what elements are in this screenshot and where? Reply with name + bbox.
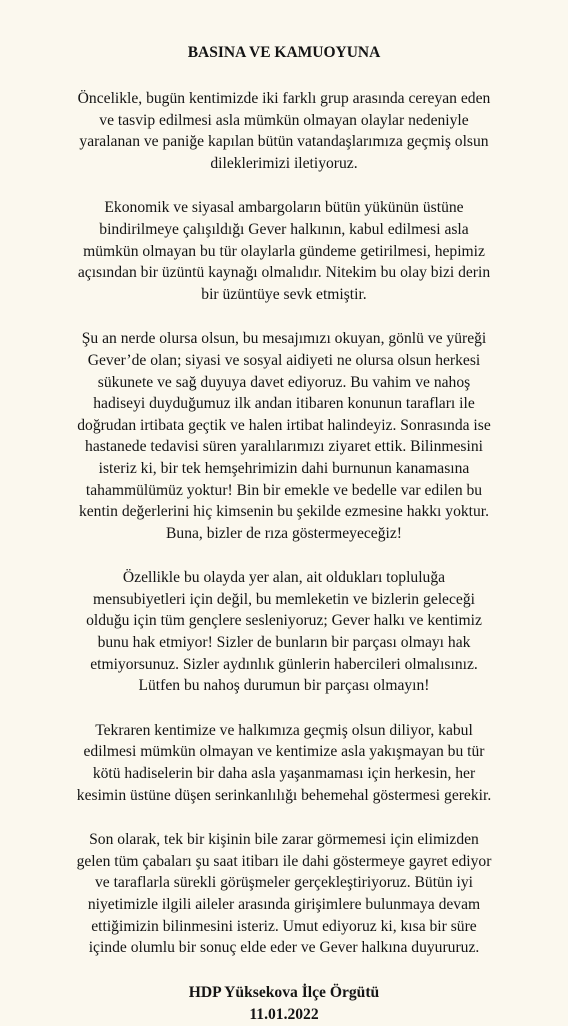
paragraph-line: Gever’de olan; siyasi ve sosyal aidiyeti ne olursa olsun herkesi	[87, 351, 481, 369]
paragraph-line: Buna, bizler de rıza göstermeyeceğiz!	[166, 524, 402, 542]
paragraph-line: ettiğimizin bilinmesini isteriz. Umut ediyoruz ki, kısa bir süre	[91, 917, 477, 935]
paragraph-3	[30, 328, 538, 544]
paragraph-line: isteriz ki, bir tek hemşehrimizin dahi burnunun kanamasına	[98, 459, 470, 477]
paragraph-line: etmiyorsunuz. Sizler aydınlık günlerin habercileri olmalısınız.	[90, 655, 478, 673]
paragraph-line: tahammülümüz yoktur! Bin bir emekle ve bedelle var edilen bu	[85, 481, 483, 499]
paragraph-line: mümkün olmayan bu tür olaylarla gündeme getirilmesi, hepimiz	[83, 242, 485, 260]
paragraph-1	[30, 88, 538, 174]
paragraph-line: Ekonomik ve siyasal ambargoların bütün yükünün üstüne	[104, 199, 464, 217]
paragraph-line: Son olarak, tek bir kişinin bile zarar görmemesi için elimizden	[89, 831, 479, 849]
paragraph-line: Öncelikle, bugün kentimizde iki farklı grup arasında cereyan eden	[77, 90, 491, 107]
paragraph-line: niyetimizle ilgili aileler arasında girişimlere bulunmaya devam	[87, 896, 481, 913]
paragraph-line: Şu an nerde olursa olsun, bu mesajımızı okuyan, gönlü ve yüreği	[81, 330, 487, 348]
paragraph-line: Özellikle bu olayda yer alan, ait oldukları topluluğa	[122, 569, 446, 587]
paragraph-line: ve tasvip edilmesi asla mümkün olmayan olaylar nedeniyle	[99, 111, 469, 129]
paragraph-line: bindirilmeye çalışıldığı Gever halkının, kabul edilmesi asla	[99, 220, 469, 238]
paragraph-2	[30, 197, 538, 305]
paragraph-line: ve taraflarla sürekli görüşmeler gerçekleştiriyoruz. Bütün iyi	[94, 874, 473, 892]
paragraph-5	[30, 720, 538, 806]
paragraph-line: hadiseyi duyduğumuz ilk andan itibaren konunun tarafları ile	[93, 395, 475, 413]
paragraph-line: Tekraren kentimize ve halkımıza geçmiş olsun diliyor, kabul	[95, 721, 473, 739]
paragraph-line: Lütfen bu nahoş durumun bir parçası olmayın!	[138, 677, 430, 695]
signature-block	[30, 982, 538, 1026]
paragraph-line: sükunete ve sağ duyuya davet ediyoruz. Bu vahim ve nahoş	[97, 373, 471, 391]
paragraph-line: yaralanan ve paniğe kapılan bütün vatandaşlarımıza geçmiş olsun	[79, 133, 489, 151]
signature-date: 11.01.2022	[249, 1005, 319, 1023]
paragraph-line: kentin değerlerini hiç kimsenin bu şekilde ezmesine hakkı yoktur.	[78, 503, 490, 521]
paragraph-6	[30, 829, 538, 959]
paragraph-line: açısından bir üzüntü kaynağı olmalıdır. Nitekim bu olay bizi derin	[77, 264, 491, 282]
paragraph-line: kötü hadiselerin bir daha asla yaşanmaması için herkesin, her	[92, 765, 476, 783]
paragraph-line: kesimin üstüne düşen serinkanlılığı behemehal göstermesi gerekir.	[76, 786, 492, 804]
paragraph-line: olduğu için tüm gençlere sesleniyoruz; Gever halkı ve kentimiz	[86, 612, 482, 630]
paragraph-line: mensubiyetleri için değil, bu memleketin ve bizlerin geleceği	[93, 590, 475, 608]
document-title: BASINA VE KAMUOYUNA	[187, 44, 381, 61]
paragraph-line: içinde olumlu bir sonuç elde eder ve Gever halkına duyururuz.	[88, 939, 480, 957]
paragraph-line: doğrudan irtibata geçtik ve halen irtibat halindeyiz. Sonrasında ise	[77, 416, 491, 434]
signature-organization: HDP Yüksekova İlçe Örgütü	[188, 983, 380, 1001]
paragraph-line: gelen tüm çabaları şu saat itibarı ile dahi göstermeye gayret ediyor	[76, 852, 492, 870]
paragraph-line: bir üzüntüye sevk etmiştir.	[201, 285, 367, 303]
paragraph-line: hastanede tedavisi süren yaralılarımızı ziyaret ettik. Bilinmesini	[85, 438, 483, 456]
paragraph-line: dileklerimizi iletiyoruz.	[210, 154, 358, 172]
paragraph-line: edilmesi mümkün olmayan ve kentimize asla yakışmayan bu tür	[83, 743, 485, 761]
paragraph-line: bunu hak etmiyor! Sizler de bunların bir parçası olmayı hak	[97, 634, 471, 652]
paragraph-4	[30, 567, 538, 697]
